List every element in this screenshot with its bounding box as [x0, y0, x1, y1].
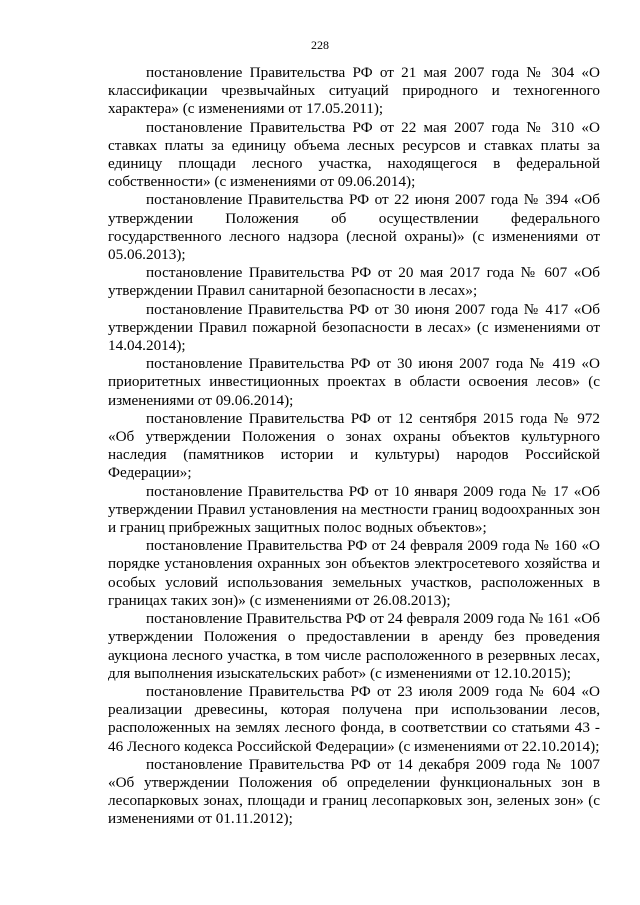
list-item: постановление Правительства РФ от 30 июня 2007 года № 419 «О приоритетных инвестиционных проектах в области освоения лесов» (с изменениями от 09.06.2014); — [108, 355, 600, 409]
list-item: постановление Правительства РФ от 24 февраля 2009 года № 161 «Об утверждении Положения о предоставлении в аренду без проведения аукциона лесного участка, в том числе расположенного в резервных лесах, для выполнения изыскательских работ» (с изменениями от 12.10.2015); — [108, 610, 600, 682]
list-item: постановление Правительства РФ от 12 сентября 2015 года № 972 «Об утверждении Положения о зонах охраны объектов культурного наследия (памятников истории и культуры) народов Российской Федерации»; — [108, 409, 600, 482]
list-item: постановление Правительства РФ от 14 декабря 2009 года № 1007 «Об утверждении Положения об определении функциональных зон в лесопарковых зонах, площади и границ лесопарковых зон, зеленых зон» (с изменениями от 01.11.2012); — [108, 755, 600, 828]
page-number: 228 — [311, 38, 329, 52]
list-item: постановление Правительства РФ от 10 января 2009 года № 17 «Об утверждении Правил установления на местности границ водоохранных зон и границ прибрежных защитных полос водных объектов»; — [108, 482, 600, 537]
list-item: постановление Правительства РФ от 20 мая 2017 года № 607 «Об утверждении Правил санитарной безопасности в лесах»; — [108, 264, 600, 300]
list-item: постановление Правительства РФ от 22 мая 2007 года № 310 «О ставках платы за единицу объема лесных ресурсов и ставках платы за единицу площади лесного участка, находящегося в федеральной собственности» (с изменениями от 09.06.2014); — [108, 118, 600, 191]
list-item: постановление Правительства РФ от 23 июля 2009 года № 604 «О реализации древесины, которая получена при использовании лесов, расположенных на землях лесного фонда, в соответствии со статьями 43 - 46 Лесного кодекса Российской Федерации» (с изменениями от 22.10.2014); — [108, 682, 600, 755]
list-item: постановление Правительства РФ от 22 июня 2007 года № 394 «Об утверждении Положения об осуществлении федерального государственного лесного надзора (лесной охраны)» (с изменениями от 05.06.2013); — [108, 191, 600, 264]
list-item: постановление Правительства РФ от 21 мая 2007 года № 304 «О классификации чрезвычайных ситуаций природного и техногенного характера» (с изменениями от 17.05.2011); — [108, 64, 600, 118]
list-item: постановление Правительства РФ от 30 июня 2007 года № 417 «Об утверждении Правил пожарной безопасности в лесах» (с изменениями от 14.04.2014); — [108, 300, 600, 355]
document-body — [108, 64, 600, 829]
list-item: постановление Правительства РФ от 24 февраля 2009 года № 160 «О порядке установления охранных зон объектов электросетевого хозяйства и особых условий использования земельных участков, расположенных в границах таких зон)» (с изменениями от 26.08.2013); — [108, 537, 600, 609]
